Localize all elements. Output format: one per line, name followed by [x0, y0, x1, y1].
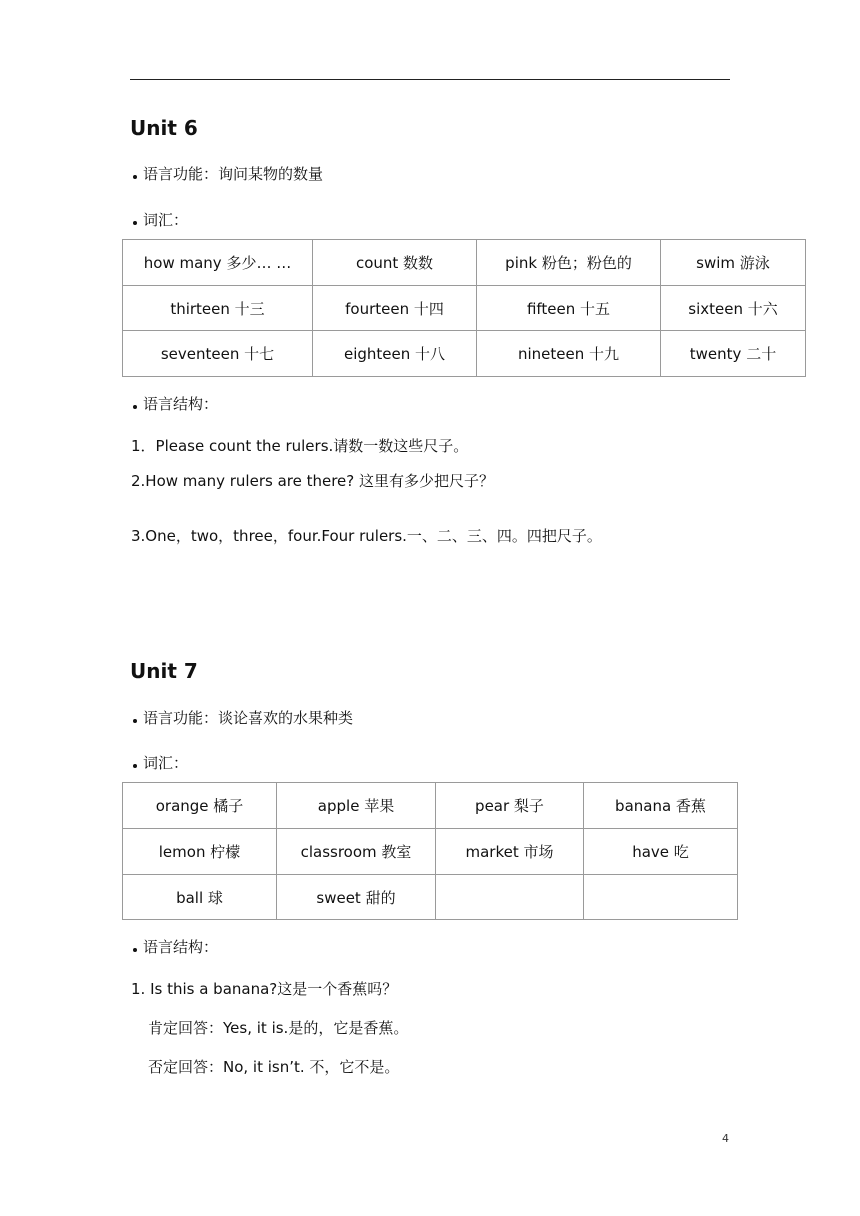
unit7-title: Unit 7 [130, 659, 198, 683]
bullet-dot [133, 405, 137, 409]
bullet-dot [133, 175, 137, 179]
vocab-cell: have 吃 [584, 829, 738, 875]
vocab-cell: sweet 甜的 [277, 875, 436, 920]
vocab-cell [436, 875, 584, 920]
vocab-cell: thirteen 十三 [123, 286, 313, 331]
unit6-vocab-label: 词汇： [143, 211, 189, 229]
vocab-cell: pear 梨子 [436, 783, 584, 829]
vocab-cell: pink 粉色；粉色的 [477, 240, 661, 286]
bullet-dot [133, 719, 137, 723]
vocab-cell [584, 875, 738, 920]
header-rule [130, 79, 730, 80]
table-row [123, 829, 738, 875]
vocab-cell: banana 香蕉 [584, 783, 738, 829]
vocab-cell: swim 游泳 [661, 240, 806, 286]
vocab-cell: twenty 二十 [661, 331, 806, 377]
vocab-cell: sixteen 十六 [661, 286, 806, 331]
table-row [123, 783, 738, 829]
bullet-dot [133, 221, 137, 225]
unit7-structure-label: 语言结构： [143, 938, 219, 956]
unit6-structure-label: 语言结构： [143, 395, 219, 413]
page-number: 4 [722, 1132, 729, 1145]
table-row [123, 286, 806, 331]
vocab-cell: orange 橘子 [123, 783, 277, 829]
unit6-sentence-3: 3.One，two，three，four.Four rulers.一、二、三、四。四把尺子。 [131, 527, 602, 545]
unit6-function-label: 语言功能：询问某物的数量 [143, 165, 324, 183]
unit6-vocab-bullet [133, 210, 188, 230]
vocab-cell: count 数数 [313, 240, 477, 286]
unit6-vocab-table [122, 239, 806, 377]
unit7-function-bullet [133, 708, 353, 728]
unit6-structure-bullet [133, 394, 218, 414]
vocab-cell: ball 球 [123, 875, 277, 920]
unit7-vocab-table [122, 782, 738, 920]
table-row [123, 240, 806, 286]
vocab-cell: fifteen 十五 [477, 286, 661, 331]
vocab-cell: lemon 柠檬 [123, 829, 277, 875]
vocab-cell: seventeen 十七 [123, 331, 313, 377]
vocab-cell: fourteen 十四 [313, 286, 477, 331]
unit7-positive-answer: 肯定回答：Yes, it is.是的，它是香蕉。 [148, 1019, 409, 1037]
unit7-function-label: 语言功能：谈论喜欢的水果种类 [143, 709, 354, 727]
unit7-vocab-label: 词汇： [143, 754, 189, 772]
bullet-dot [133, 948, 137, 952]
table-row [123, 331, 806, 377]
vocab-cell: how many 多少… … [123, 240, 313, 286]
bullet-dot [133, 764, 137, 768]
vocab-cell: market 市场 [436, 829, 584, 875]
vocab-cell: eighteen 十八 [313, 331, 477, 377]
vocab-cell: nineteen 十九 [477, 331, 661, 377]
unit7-sentence-1: 1. Is this a banana?这是一个香蕉吗？ [131, 980, 398, 998]
unit7-structure-bullet [133, 937, 218, 957]
unit6-sentence-1: 1．Please count the rulers.请数一数这些尺子。 [131, 437, 469, 455]
unit7-vocab-bullet [133, 753, 188, 773]
vocab-cell: apple 苹果 [277, 783, 436, 829]
unit7-negative-answer: 否定回答：No, it isn’t. 不，它不是。 [148, 1058, 400, 1076]
vocab-cell: classroom 教室 [277, 829, 436, 875]
unit6-sentence-2: 2.How many rulers are there? 这里有多少把尺子？ [131, 472, 495, 490]
table-row [123, 875, 738, 920]
unit6-function-bullet [133, 164, 323, 184]
unit6-title: Unit 6 [130, 116, 198, 140]
